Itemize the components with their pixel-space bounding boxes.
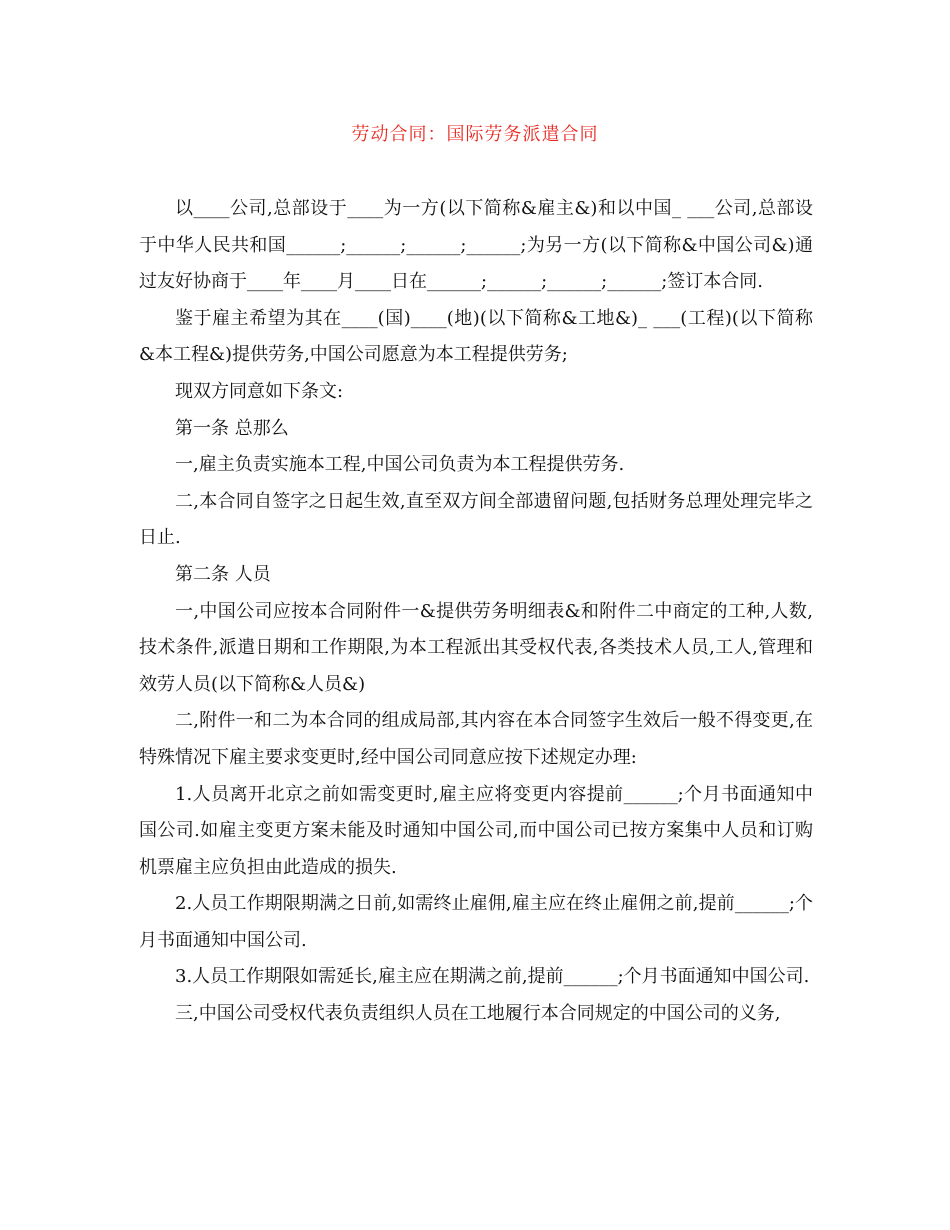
article-2-heading: 第二条 人员	[175, 563, 271, 585]
article-1-heading: 第一条 总那么	[175, 417, 289, 439]
article-2-subclause-3: 3.人员工作期限如需延长,雇主应在期满之前,提前______;个月书面通知中国公司.	[175, 966, 810, 988]
paragraph-preamble: 以____公司,总部设于____为一方(以下简称&雇主&)和以中国_ ___公司,总部设于中华人民共和国______;______;______;______;为另一方(以下简称&中国公司&)通过友好协商于____年____月____日在______;______;______;______;签订本合同.	[139, 198, 813, 293]
paragraph-whereas: 鉴于雇主希望为其在____(国)____(地)(以下简称&工地&)_ ___(工程)(以下简称&本工程&)提供劳务,中国公司愿意为本工程提供劳务;	[139, 307, 813, 366]
document-title: 劳动合同：国际劳务派遣合同	[351, 124, 599, 145]
article-2-subclause-2: 2.人员工作期限期满之日前,如需终止雇佣,雇主应在终止雇佣之前,提前______;个月书面通知中国公司.	[139, 893, 813, 951]
paragraph-agreement: 现双方同意如下条文:	[175, 380, 344, 402]
article-1-clause-1: 一,雇主负责实施本工程,中国公司负责为本工程提供劳务.	[175, 454, 625, 476]
article-1-clause-2: 二,本合同自签字之日起生效,直至双方间全部遗留问题,包括财务总理处理完毕之日止.	[139, 490, 813, 549]
article-2-clause-3: 三,中国公司受权代表负责组织人员在工地履行本合同规定的中国公司的义务,	[175, 1003, 781, 1025]
contract-body	[139, 191, 813, 1033]
article-2-clause-2: 二,附件一和二为本合同的组成局部,其内容在本合同签字生效后一般不得变更,在特殊情况下雇主要求变更时,经中国公司同意应按下述规定办理:	[139, 710, 813, 768]
article-2-clause-1: 一,中国公司应按本合同附件一&提供劳务明细表&和附件二中商定的工种,人数,技术条件,派遣日期和工作期限,为本工程派出其受权代表,各类技术人员,工人,管理和效劳人员(以下简称&人员&)	[139, 600, 813, 695]
article-2-subclause-1: 1.人员离开北京之前如需变更时,雇主应将变更内容提前______;个月书面通知中国公司.如雇主变更方案未能及时通知中国公司,而中国公司已按方案集中人员和订购机票雇主应负担由此造成的损失.	[139, 783, 813, 878]
